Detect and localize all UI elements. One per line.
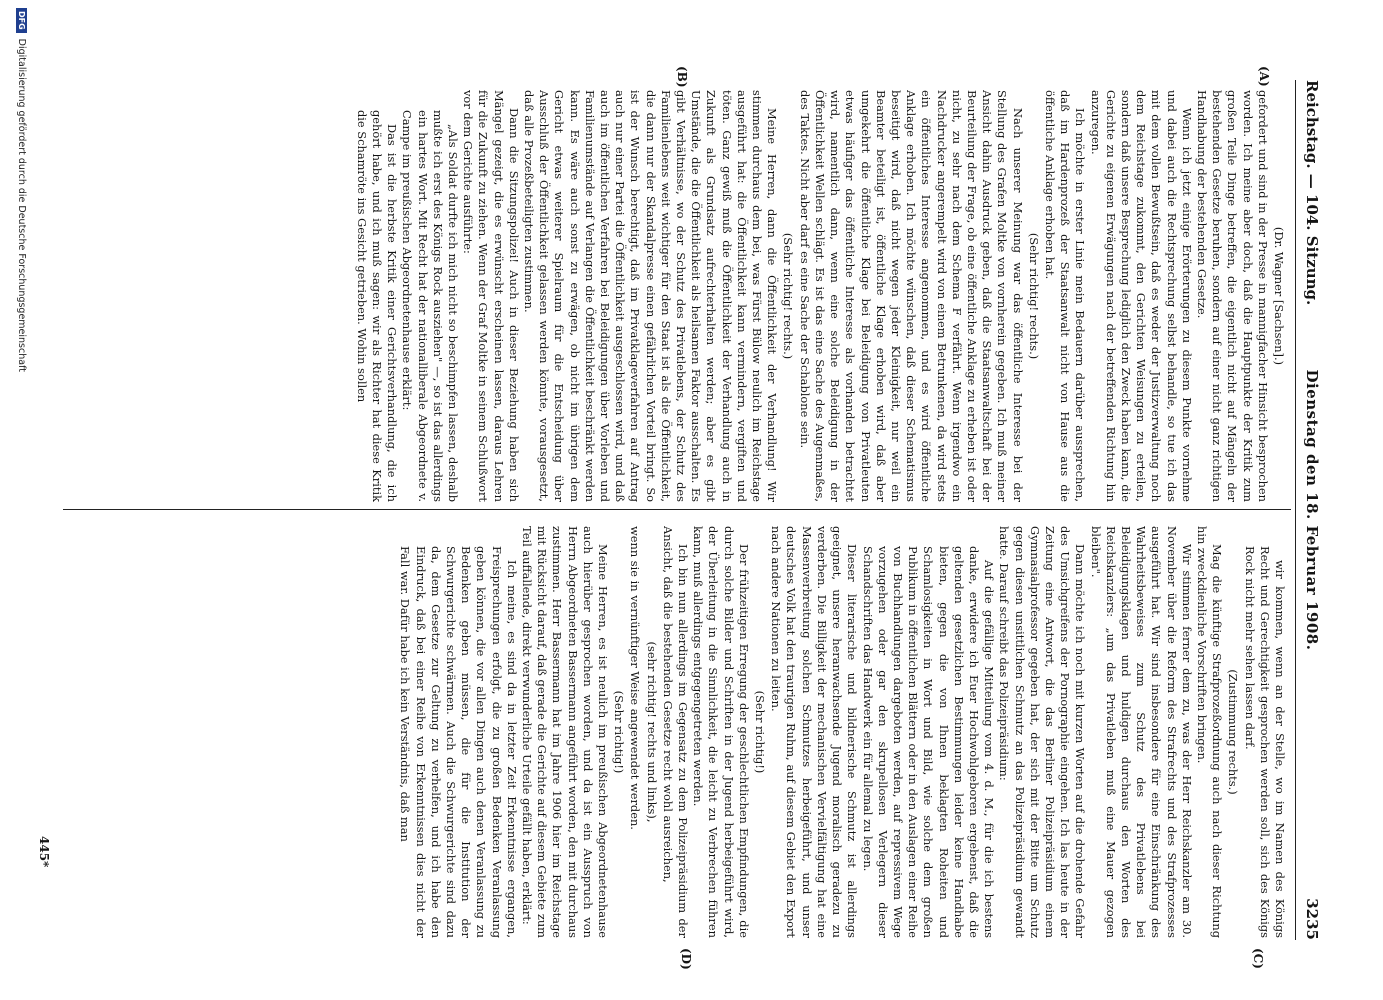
paragraph: Dieser literarische und bildnerische Schmutz ist allerdings geeignet, unsere heranwachsende Jugend moralisch geradezu zu verderben. Die Billigkeit der mechanischen Vervielfältigung hat eine Massenverbreitung solchen Schmutzes herbeigeführt, und unser deutsches Volk hat den traurigen Ruhm, auf diesem Gebiet den Export nach andere Nationen zu leiten. (769, 526, 860, 938)
quotation: wir kommen, wenn an der Stelle, wo im Namen des Königs Recht und Gerechtigkeit gesprochen werden soll, sich des Königs Rock nicht mehr sehen lassen darf. (1242, 546, 1287, 938)
page-header (1299, 80, 1325, 940)
digitization-note (16, 8, 27, 988)
column-divider (63, 509, 1291, 510)
paragraph: Der frühzeitigen Erregung der geschlechtlichen Empfindungen, die durch solche Bilder und Schriften in der Jugend herbeigeführt wird, der Überleitung in die Sinnlichkeit, die leicht zu Verbrechen führen kann, muß allerdings entgegengetreten werden. (691, 526, 751, 938)
quotation: Ich meine, es sind da in letzter Zeit Erkenntnisse ergangen, Freisprechungen erfolgt, die zu großen Bedenken Veranlassung geben können, die vor allen Dingen auch denen Veranlassung zu Bedenken geben müssen, die für die Institution der Schwurgerichte schwärmen. Auch die Schwurgerichte sind dazu da, dem Gesetze zur Geltung zu verhelfen, und ich habe den Eindruck, daß bei einer Reihe von Erkenntnissen dies nicht der Fall war. Dafür habe ich kein Verständnis, daß man (398, 546, 519, 938)
paragraph: Meine Herren, es ist neulich im preußischen Abgeordnetenhause auch hierüber gesprochen worden, und da ist ein Ausspruch von Herrn Abgeordneten Bassermann angeführt worden, den mit durchaus zustimmen. Herr Bassermann hat im Jahre 1906 hier im Reichstage mit Rücksicht darauf, daß gerade die Gerichte auf diesem Gebiete zum Teil auffallende, direkt verwunderliche Urteile gefällt haben, erklärt: (520, 526, 611, 938)
quotation: Das ist die herbste Kritik einer Gerichtsverhandlung, die ich gehört habe, und ich muß sagen: wir als Richter hat diese Kritik die Schamröte ins Gesicht getrieben. Wohin sollen (354, 110, 400, 502)
paragraph: gefordert und sind in der Presse in mannigfacher Hinsicht besprochen worden. Ich meine aber doch, daß die Hauptpunkte der Kritik zum großen Teile Dinge betreffen, die eigentlich nicht auf Mängeln der bestehenden Gesetze beruhen, sondern auf einer nicht ganz richtigen Handhabung der bestehenden Gesetze. (1194, 90, 1270, 502)
paragraph: Nach unserer Meinung war das öffentliche Interesse bei der Stellung des Grafen Moltke von vornherein gegeben. Ich muß meiner Ansicht dahin Ausdruck geben, daß die Staatsanwaltschaft bei der Beurteilung der Frage, ob eine öffentliche Anklage zu erheben ist oder nicht, zu sehr nach dem Schema F verfährt. Wenn irgendwo ein Nachdrucker angerempelt wird von einem Betrunkenen, da wird stets ein öffentliches Interesse angenommen, und es wird öffentliche Anklage erhoben. Ich möchte wünschen, daß dieser Schematismus beseitigt wird, daß nicht wegen jeder Kleinigkeit, nur weil ein Beamter beteiligt ist, öffentliche Klage erhoben wird, daß aber umgekehrt die öffentliche Klage bei Beleidigung von Privatleuten etwas häufiger das öffentliche Interesse als vorhanden betrachtet wird, namentlich dann, wenn eine solche Beleidigung in der Öffentlichkeit Wellen schlägt. Es ist das eine Sache des Augenmaßes, des Taktes. Nicht aber darf es eine Sache der Schablone sein. (797, 90, 1025, 502)
margin-mark-c: (C) (1251, 948, 1265, 969)
margin-mark-b: (B) (675, 66, 689, 88)
paragraph: wenn sie in vernünftiger Weise angewendet werden. (628, 526, 643, 830)
header-session: Reichstag. — 104. Sitzung. (1303, 80, 1321, 306)
margin-mark-d: (D) (679, 948, 693, 970)
digitization-text: Digitalisierung gefördert durch die Deutsche Forschungsgemeinschaft (16, 38, 27, 372)
applause-note: (Sehr richtig!) (612, 690, 627, 774)
paragraph: Mag die künftige Strafprozeßordnung auch nach dieser Richtung hin zweckdienliche Vorschriften bringen. (1194, 526, 1225, 938)
paragraph: Ich möchte in erster Linie mein Bedauern darüber aussprechen, daß im Hardenprozeß der Staatsanwalt nicht von Hause aus die öffentliche Anklage erhoben hat. (1042, 90, 1088, 502)
signature-mark: 445* (37, 836, 51, 868)
paragraph: Dann möchte ich noch mit kurzen Worten auf die drohende Gefahr des Umsichgreifens der Pornographie eingehen. Ich las heute in der Zeitung eine Antwort, die das Berliner Polizeipräsidium einem Gymnasialprofessor gegeben hat, der sich mit der Bitte um Schutz gegen diesen unsittlichen Schmutz an das Polizeipräsidium gewandt hatte. Darauf schreibt das Polizeipräsidium: (997, 526, 1088, 938)
header-page-number: 3235 (1303, 898, 1321, 940)
paragraph: Meine Herren, dann die Öffentlichkeit der Verhandlung! Wir stimmen durchaus dem bei, was Fürst Bülow neulich im Reichstage ausgeführt hat: die Öffentlichkeit kann vermindern, vergiften und töten. Ganz gewiß muß die Öffentlichkeit der Verhandlung auch in Zukunft als Grundsatz aufrechterhalten werden; aber es gibt Umstände, die die Öffentlichkeit als heilsamen Faktor ausschalten. Es gibt Verhältnisse, wo der Schutz des Privatlebens, der Schutz des Familienlebens weit wichtiger für den Staat ist als die Öffentlichkeit, die dann nur der Skandalpresse einen gefährlichen Vorteil bringt. So ist der Wunsch berechtigt, daß im Privatklageverfahren auf Antrag auch nur einer Partei die Öffentlichkeit ausgeschlossen wird, und daß auch im öffentlichen Verfahren bei Beleidigungen über Vorleben und Familienumstände auf Verlangen die Öffentlichkeit beschränkt werden kann. Es wäre auch sonst zu erwägen, ob nicht im übrigen dem Gericht etwas weiterer Spielraum für die Entscheidung über Ausschluß der Öffentlichkeit gelassen werden könnte, vorausgesetzt, daß alle Prozeßbeteiligten zustimmen. (522, 90, 780, 502)
applause-note: (sehr richtig! rechts und links), (644, 641, 659, 823)
quotation: „Als Soldat durfte ich mich nicht so beschimpfen lassen, deshalb mußte ich erst des Königs Rock ausziehen" —, so ist das allerdings ein hartes Wort. Mit Recht hat der nationalliberale Abgeordnete v. Campe im preußischen Abgeordnetenhause erklärt: (400, 110, 461, 502)
left-column (57, 90, 1287, 502)
paragraph: Wenn ich jetzt einige Erörterungen zu diesem Punkte vornehme und dabei auch die Rechtsprechung selbst behandle, so tue ich das mit dem vollen Bewußtsein, daß es weder der Justizverwaltung noch dem Reichstage zukommt, den Gerichten Weisungen zu erteilen, sondern daß unsere Besprechung lediglich den Zweck haben kann, die Gerichte zu eigenen Erwägungen nach der betreffenden Richtung hin anzuregen. (1088, 90, 1194, 502)
right-column (57, 526, 1287, 938)
quotation: Auf die gefällige Mitteilung vom 4. d. M., für die ich bestens danke, erwidere ich Euer Hochwohlgeboren ergebenst, daß die geltenden gesetzlichen Bestimmungen leider keine Handhabe bieten, gegen die von Ihnen beklagten Roheiten und Schamlosigkeiten in Wort und Bild, wie solche dem großen Publikum in öffentlichen Blättern oder in den Auslagen einer Reihe von Buchhandlungen dargeboten werden, auf repressivem Wege vorzugehen oder gar den skrupellosen Verlegern dieser Schandschriften das Handwerk ein für allemal zu legen. (860, 546, 997, 938)
header-rule (1295, 80, 1296, 940)
paragraph: Ich bin nun allerdings im Gegensatz zu dem Polizeipräsidium der Ansicht, daß die bestehenden Gesetze recht wohl ausreichen, (660, 526, 691, 938)
applause-note: (Sehr richtig! rechts.) (1026, 232, 1041, 360)
applause-note: (Zustimmung rechts.) (1226, 669, 1241, 795)
margin-mark-a: (A) (1257, 66, 1271, 87)
paragraph: Dann die Sitzungspolizei! Auch in dieser Beziehung haben sich Mängel gezeigt, die es erwünscht erscheinen lassen, daraus Lehren für die Zukunft zu ziehen. Wenn der Graf Moltke in seinem Schlußwort vor dem Gerichte ausführte: (461, 90, 521, 502)
speaker-label: (Dr. Wagner [Sachsen].) (1272, 226, 1286, 366)
applause-note: (Sehr richtig!) (753, 690, 768, 774)
paragraph: Wir stimmen ferner dem zu, was der Herr Reichskanzler am 30. November über die Reform des Strafrechts und des Strafprozesses ausgeführt hat. Wir sind insbesondere für eine Einschränkung des Wahrheitsbeweises zum Schutz des Privatlebens bei Beleidigungsklagen und huldigen durchaus den Worten des Reichskanzlers: „um das Privatleben muß eine Mauer gezogen bleiben". (1088, 526, 1194, 938)
applause-note: (Sehr richtig! rechts.) (781, 232, 796, 360)
dfg-logo-icon: DFG (16, 8, 27, 33)
header-date: Dienstag den 18. Februar 1908. (1303, 369, 1321, 651)
